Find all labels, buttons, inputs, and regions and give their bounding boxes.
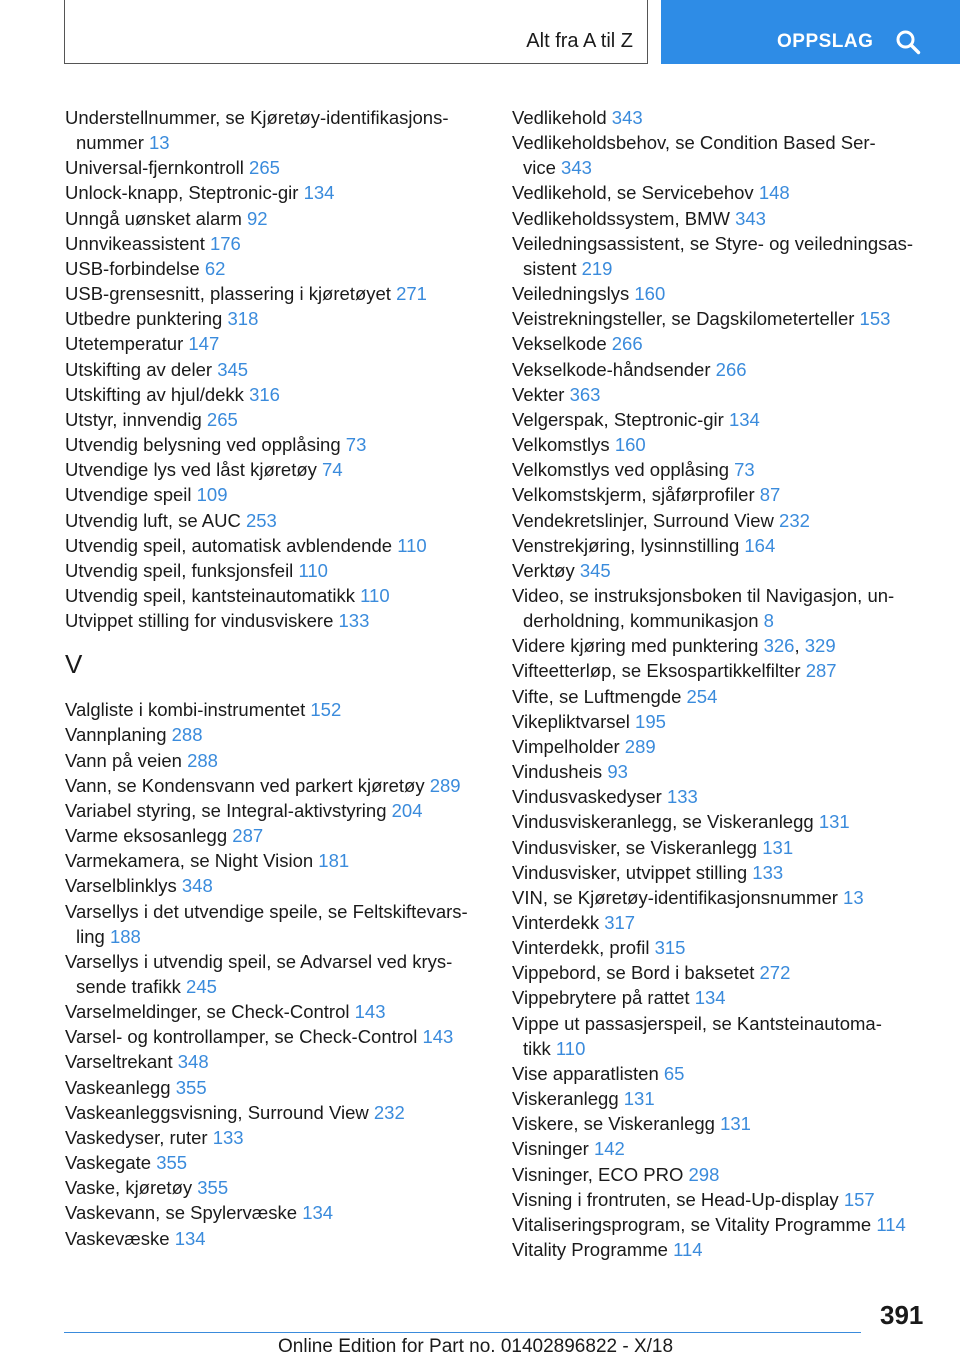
- page-link[interactable]: 298: [688, 1163, 720, 1185]
- lookup-tab[interactable]: [661, 0, 960, 64]
- page-link[interactable]: 289: [429, 774, 461, 796]
- index-entry: Understellnummer, se Kjøretøy-identifikasjons- nummer 13: [65, 107, 449, 154]
- index-entry: Valgliste i kombi-instrumentet 152: [65, 699, 342, 721]
- page-link[interactable]: 134: [302, 1202, 334, 1224]
- index-entry: Video, se instruksjonsboken til Navigasjon, un- derholdning, kommunikasjon 8: [512, 584, 895, 632]
- page-link[interactable]: 363: [569, 383, 601, 405]
- page-link[interactable]: 134: [694, 987, 726, 1009]
- page-link[interactable]: 315: [654, 937, 686, 959]
- page-link[interactable]: 152: [310, 699, 342, 721]
- index-entry: Vifte, se Luftmengde 254: [512, 685, 718, 707]
- page-link[interactable]: 288: [187, 749, 218, 771]
- index-entry: Vann på veien 288: [65, 749, 218, 771]
- page-link[interactable]: 266: [611, 333, 643, 355]
- page-link[interactable]: 343: [735, 207, 766, 229]
- page-link[interactable]: 114: [876, 1213, 906, 1235]
- index-entry: Utskifting av hjul/dekk 316: [65, 383, 280, 405]
- page-link[interactable]: 272: [759, 962, 791, 984]
- page-link[interactable]: 110: [397, 534, 427, 556]
- page-link[interactable]: 110: [298, 559, 328, 581]
- index-entry: Varselblinklys 348: [65, 875, 213, 897]
- page-link[interactable]: 219: [581, 257, 613, 279]
- index-column-left: [65, 105, 485, 1251]
- index-entry: Utvendig luft, se AUC 253: [65, 509, 277, 531]
- page-link[interactable]: 13: [843, 886, 864, 908]
- page-link[interactable]: 355: [197, 1177, 229, 1199]
- footer-divider: [64, 1332, 861, 1333]
- index-entry: Vikepliktvarsel 195: [512, 710, 666, 732]
- page-link[interactable]: 147: [188, 333, 220, 355]
- index-entry: Varsellys i utvendig speil, se Advarsel ved krys- sende trafikk 245: [65, 950, 453, 997]
- index-entry: Vekter 363: [512, 383, 601, 405]
- page-link[interactable]: 188: [109, 925, 141, 947]
- index-entry: Visninger 142: [512, 1138, 625, 1160]
- index-entry: Varmekamera, se Night Vision 181: [65, 850, 350, 872]
- lookup-tab-label: OPPSLAG: [777, 31, 874, 52]
- page-link[interactable]: 343: [611, 107, 643, 128]
- footer-edition-text: Online Edition for Part no. 01402896822 - X/18: [278, 1336, 674, 1357]
- index-entry: Velgerspak, Steptronic-gir 134: [512, 408, 760, 430]
- index-entry: Varme eksosanlegg 287: [65, 825, 264, 847]
- index-entry: Vekselkode-håndsender 266: [512, 358, 747, 380]
- index-entry: Vippe ut passasjerspeil, se Kantsteinautoma- tikk 110: [512, 1012, 882, 1059]
- page-link[interactable]: 134: [174, 1227, 206, 1249]
- page-link[interactable]: 73: [734, 459, 755, 481]
- index-entry: Utvippet stilling for vindusviskere 133: [65, 610, 370, 632]
- page-link[interactable]: 289: [624, 735, 656, 757]
- page-link[interactable]: 133: [212, 1126, 244, 1148]
- index-group-u: [65, 105, 485, 633]
- index-entry: Vippebrytere på rattet 134: [512, 987, 726, 1009]
- index-entry: Videre kjøring med punktering 326, 329: [512, 635, 836, 657]
- page-link[interactable]: 266: [715, 358, 747, 380]
- index-entry: Viskeranlegg 131: [512, 1088, 655, 1110]
- page-link[interactable]: 143: [422, 1026, 454, 1048]
- index-entry: Vedlikehold 343: [512, 107, 643, 128]
- page-link[interactable]: 133: [752, 861, 784, 883]
- page-link[interactable]: 148: [758, 182, 790, 204]
- index-entry: Utvendig speil, funksjonsfeil 110: [65, 559, 328, 581]
- page-link[interactable]: 134: [303, 182, 335, 204]
- index-entry: Vinterdekk 317: [512, 912, 636, 933]
- index-entry: USB-forbindelse 62: [65, 257, 226, 279]
- page-link[interactable]: 318: [227, 308, 259, 330]
- page-link[interactable]: 316: [249, 383, 280, 405]
- page-link[interactable]: 343: [561, 157, 592, 179]
- index-column-right: [512, 105, 932, 1262]
- index-entry: Unnvikeassistent 176: [65, 232, 241, 254]
- page-link[interactable]: 131: [818, 811, 850, 833]
- index-entry: Vedlikeholdssystem, BMW 343: [512, 207, 766, 229]
- page-link[interactable]: 329: [804, 635, 836, 657]
- index-group-v: [65, 697, 485, 1250]
- page-link[interactable]: 65: [663, 1062, 685, 1084]
- page-link[interactable]: 287: [232, 825, 264, 847]
- index-entry: Vannplaning 288: [65, 724, 203, 746]
- index-entry: Vendekretslinjer, Surround View 232: [512, 509, 810, 531]
- page-link[interactable]: 253: [245, 509, 277, 531]
- index-entry: Vindusvaskedyser 133: [512, 786, 698, 808]
- index-entry: Vippebord, se Bord i baksetet 272: [512, 962, 791, 984]
- index-entry: Velkomstskjerm, sjåførprofiler 87: [512, 484, 781, 506]
- index-entry: Varsellys i det utvendige speile, se Feltskiftevars- ling 188: [65, 900, 468, 947]
- index-entry: Varseltrekant 348: [65, 1051, 209, 1073]
- index-entry: Utvendige lys ved låst kjøretøy 74: [65, 459, 343, 481]
- page-link[interactable]: 131: [623, 1088, 655, 1110]
- index-entry: Unlock-knapp, Steptronic-gir 134: [65, 182, 335, 204]
- page-link[interactable]: 232: [373, 1101, 405, 1123]
- index-entry: Veiledningslys 160: [512, 283, 666, 305]
- section-tab: [64, 0, 648, 64]
- page-link[interactable]: 160: [614, 434, 646, 456]
- page-link[interactable]: 93: [607, 761, 628, 783]
- index-entry: Unngå uønsket alarm 92: [65, 207, 268, 229]
- index-entry: Vitaliseringsprogram, se Vitality Programme 114: [512, 1213, 906, 1235]
- page-link[interactable]: 271: [396, 283, 427, 305]
- page-link[interactable]: 355: [175, 1076, 207, 1098]
- page-link[interactable]: 109: [196, 484, 228, 506]
- index-entry: Utvendig speil, automatisk avblendende 110: [65, 534, 427, 556]
- page-link[interactable]: 176: [209, 232, 241, 254]
- page-link[interactable]: 143: [354, 1001, 386, 1023]
- index-entry: Veiledningsassistent, se Styre- og veiledningsas- sistent 219: [512, 232, 914, 279]
- page-link[interactable]: 348: [181, 875, 213, 897]
- page-link[interactable]: 114: [673, 1239, 703, 1261]
- index-entry: Vindusheis 93: [512, 761, 628, 783]
- index-entry: Utvendig belysning ved opplåsing 73: [65, 434, 367, 456]
- page-link[interactable]: 133: [338, 610, 370, 632]
- page-link[interactable]: 355: [156, 1152, 188, 1174]
- index-entry: Varselmeldinger, se Check-Control 143: [65, 1001, 386, 1023]
- index-entry: Vaskedyser, ruter 133: [65, 1126, 244, 1148]
- index-entry: Vifteetterløp, se Eksospartikkelfilter 287: [512, 660, 837, 682]
- index-entry: Utvendige speil 109: [65, 484, 228, 506]
- index-entry: Vaskeanleggsvisning, Surround View 232: [65, 1101, 405, 1123]
- index-entry: Vann, se Kondensvann ved parkert kjøretøy 289: [65, 774, 461, 796]
- page-link[interactable]: 317: [604, 912, 636, 933]
- index-entry: Varsel- og kontrollamper, se Check-Control 143: [65, 1026, 454, 1048]
- index-entry: Velkomstlys ved opplåsing 73: [512, 459, 755, 481]
- page-number: 391: [880, 1300, 924, 1330]
- index-entry: Utetemperatur 147: [65, 333, 220, 355]
- page-link[interactable]: 110: [555, 1037, 586, 1059]
- index-entry: Venstrekjøring, lysinnstilling 164: [512, 534, 776, 556]
- index-group-v-continued: [512, 105, 932, 1262]
- index-entry: Vaskevæske 134: [65, 1227, 206, 1249]
- page-link[interactable]: 204: [391, 799, 423, 821]
- index-entry: Utbedre punktering 318: [65, 308, 259, 330]
- index-entry: Visninger, ECO PRO 298: [512, 1163, 720, 1185]
- page-link[interactable]: 288: [171, 724, 203, 746]
- index-entry: Utskifting av deler 345: [65, 358, 249, 380]
- page-link[interactable]: 8: [763, 610, 774, 632]
- page-link[interactable]: 245: [186, 976, 217, 997]
- page-link[interactable]: 232: [779, 509, 810, 531]
- section-title: Alt fra A til Z: [526, 30, 633, 52]
- index-entry: Utstyr, innvendig 265: [65, 408, 238, 430]
- index-entry: Viskere, se Viskeranlegg 131: [512, 1113, 751, 1135]
- page-link[interactable]: 131: [720, 1113, 751, 1135]
- page-link[interactable]: 133: [666, 786, 698, 808]
- index-entry: Vaske, kjøretøy 355: [65, 1177, 229, 1199]
- index-entry: Utvendig speil, kantsteinautomatikk 110: [65, 584, 390, 606]
- index-entry: Vekselkode 266: [512, 333, 643, 355]
- index-entry: Vaskevann, se Spylervæske 134: [65, 1202, 334, 1224]
- index-entry: Vitality Programme 114: [512, 1239, 703, 1261]
- page-link[interactable]: 62: [204, 257, 226, 279]
- page-link[interactable]: 134: [728, 408, 760, 430]
- index-entry: VIN, se Kjøretøy-identifikasjonsnummer 13: [512, 886, 864, 908]
- index-entry: Verktøy 345: [512, 559, 611, 581]
- page-link[interactable]: 153: [859, 308, 891, 330]
- index-entry: Vedlikehold, se Servicebehov 148: [512, 182, 790, 204]
- index-entry: Vindusvisker, utvippet stilling 133: [512, 861, 784, 883]
- page-link[interactable]: 265: [249, 157, 280, 179]
- index-entry: Vise apparatlisten 65: [512, 1062, 685, 1084]
- page-link[interactable]: 345: [217, 358, 249, 380]
- index-entry: Vindusviskeranlegg, se Viskeranlegg 131: [512, 811, 850, 833]
- page-link[interactable]: 73: [345, 434, 367, 456]
- index-entry: Vaskeanlegg 355: [65, 1076, 207, 1098]
- page-link[interactable]: 87: [759, 484, 781, 506]
- index-entry: Vindusvisker, se Viskeranlegg 131: [512, 836, 794, 858]
- page-link[interactable]: 74: [322, 459, 343, 481]
- page-link[interactable]: 13: [149, 132, 170, 154]
- index-entry: Vimpelholder 289: [512, 735, 656, 757]
- page-link[interactable]: 345: [579, 559, 611, 581]
- index-entry: Velkomstlys 160: [512, 434, 646, 456]
- page-link[interactable]: 92: [247, 207, 268, 229]
- index-entry: Visning i frontruten, se Head-Up-display 157: [512, 1188, 875, 1210]
- search-icon[interactable]: [895, 29, 921, 55]
- index-entry: Vaskegate 355: [65, 1152, 188, 1174]
- page-link[interactable]: 195: [635, 710, 666, 732]
- page-link[interactable]: 326: [763, 635, 795, 657]
- page-link[interactable]: 348: [177, 1051, 209, 1073]
- page-link[interactable]: 265: [206, 408, 238, 430]
- page-link[interactable]: 287: [805, 660, 837, 682]
- page-link[interactable]: 157: [843, 1188, 875, 1210]
- page-link[interactable]: 181: [318, 850, 350, 872]
- index-entry: Vedlikeholdsbehov, se Condition Based Ser- vice 343: [512, 132, 876, 179]
- section-letter: V: [65, 649, 83, 680]
- index-entry: Veistrekningsteller, se Dagskilometerteller 153: [512, 308, 891, 330]
- page-link[interactable]: 131: [762, 836, 794, 858]
- page-link[interactable]: 160: [634, 283, 666, 305]
- page-link[interactable]: 110: [360, 584, 390, 606]
- page-link[interactable]: 142: [593, 1138, 625, 1160]
- page-link[interactable]: 254: [686, 685, 718, 707]
- page-link[interactable]: 164: [744, 534, 776, 556]
- index-entry: Vinterdekk, profil 315: [512, 937, 686, 959]
- index-entry: USB-grensesnitt, plassering i kjøretøyet 271: [65, 283, 427, 305]
- index-entry: Variabel styring, se Integral-aktivstyring 204: [65, 799, 423, 821]
- index-entry: Universal-fjernkontroll 265: [65, 157, 280, 179]
